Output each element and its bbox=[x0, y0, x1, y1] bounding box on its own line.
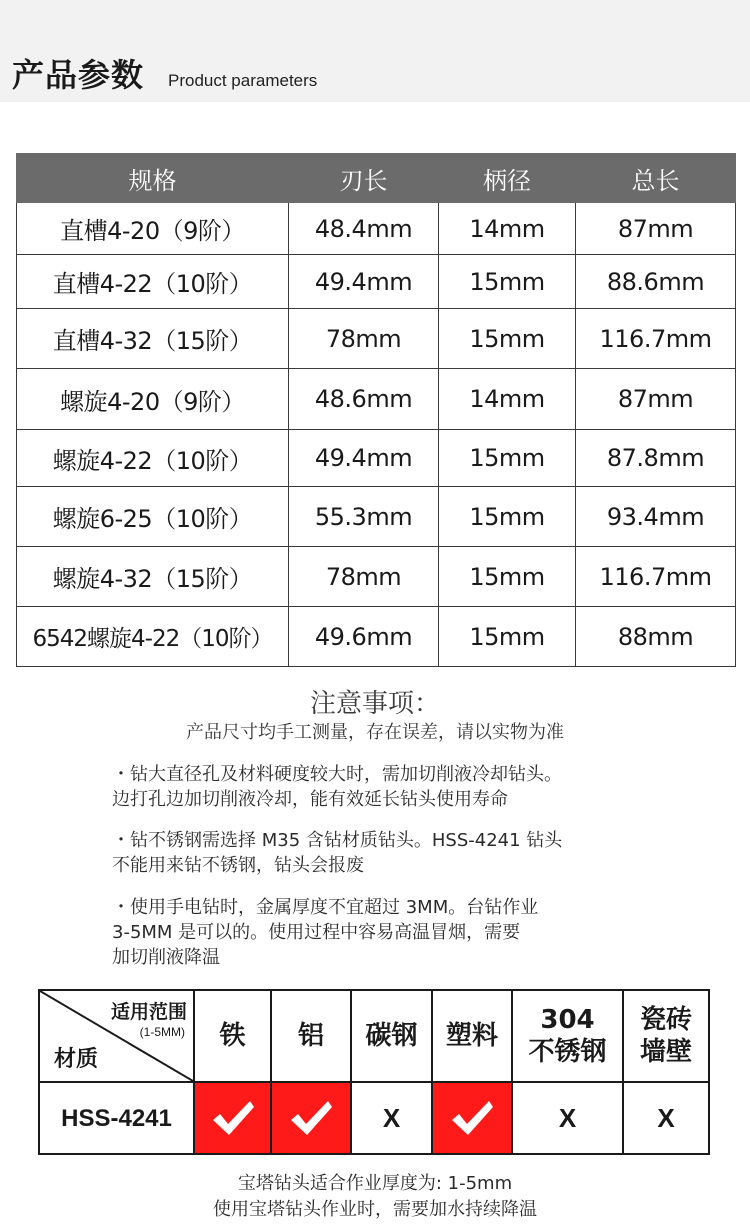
cell-shank-diameter: 15mm bbox=[439, 607, 576, 667]
cell-spec: 直槽4-22（10阶） bbox=[17, 255, 289, 309]
suitability-cell bbox=[512, 1082, 623, 1154]
suitability-cell bbox=[432, 1082, 512, 1154]
cell-total-length: 87mm bbox=[576, 203, 736, 255]
table-row bbox=[17, 607, 736, 667]
cell-shank-diameter: 15mm bbox=[439, 430, 576, 487]
cell-shank-diameter: 14mm bbox=[439, 369, 576, 430]
x-mark-icon: X bbox=[657, 1102, 675, 1133]
cell-spec: 螺旋4-22（10阶） bbox=[17, 430, 289, 487]
table-row bbox=[17, 547, 736, 607]
table-row bbox=[17, 309, 736, 369]
note-line: ・使用手电钻时，金属厚度不宜超过 3MM。台钻作业 bbox=[112, 897, 539, 918]
material-header-plastic bbox=[432, 990, 512, 1082]
material-header-stainless bbox=[512, 990, 623, 1082]
cell-blade-length: 49.6mm bbox=[289, 607, 439, 667]
material-name: 塑料 bbox=[445, 1021, 498, 1051]
cell-shank-diameter: 14mm bbox=[439, 203, 576, 255]
cell-spec: 螺旋6-25（10阶） bbox=[17, 487, 289, 547]
note-line: 3-5MM 是可以的。使用过程中容易高温冒烟，需要 bbox=[112, 922, 521, 943]
suitability-cell bbox=[351, 1082, 432, 1154]
cell-shank-diameter: 15mm bbox=[439, 547, 576, 607]
checkmark-icon bbox=[288, 1098, 334, 1138]
material-name: 铝 bbox=[297, 1021, 324, 1051]
corner-cell bbox=[39, 990, 194, 1082]
cell-total-length: 116.7mm bbox=[576, 547, 736, 607]
table-row bbox=[17, 487, 736, 547]
material-name-line2: 不锈钢 bbox=[528, 1037, 607, 1067]
note-line: ・钻不锈钢需选择 M35 含钻材质钻头。HSS-4241 钻头 bbox=[112, 830, 563, 851]
suitability-cell bbox=[623, 1082, 709, 1154]
cell-blade-length: 49.4mm bbox=[289, 255, 439, 309]
material-header-iron bbox=[194, 990, 271, 1082]
material-name: 瓷砖 bbox=[639, 1005, 692, 1035]
cell-total-length: 116.7mm bbox=[576, 309, 736, 369]
table-row bbox=[17, 430, 736, 487]
cell-shank-diameter: 15mm bbox=[439, 309, 576, 369]
material-header-aluminum bbox=[271, 990, 351, 1082]
material-header-row bbox=[39, 990, 709, 1082]
suitability-cell bbox=[271, 1082, 351, 1154]
col-header-spec: 规格 bbox=[17, 154, 289, 203]
table-row bbox=[17, 369, 736, 430]
header-band bbox=[0, 0, 750, 102]
note-line: 边打孔边加切削液冷却，能有效延长钻头使用寿命 bbox=[112, 789, 508, 810]
cell-total-length: 87.8mm bbox=[576, 430, 736, 487]
material-data-row bbox=[39, 1082, 709, 1154]
cell-spec: 6542螺旋4-22（10阶） bbox=[17, 607, 289, 667]
cell-shank-diameter: 15mm bbox=[439, 255, 576, 309]
footer-line: 宝塔钻头适合作业厚度为: 1-5mm bbox=[237, 1173, 513, 1194]
material-name: 铁 bbox=[219, 1021, 246, 1051]
checkmark-icon bbox=[210, 1098, 256, 1138]
notes-title: 注意事项： bbox=[309, 689, 440, 719]
corner-label-material: 材质 bbox=[54, 1047, 99, 1072]
corner-label-scope: 适用范围 bbox=[110, 1001, 187, 1023]
cell-blade-length: 78mm bbox=[289, 309, 439, 369]
note-line: 加切削液降温 bbox=[112, 947, 220, 968]
material-name: 碳钢 bbox=[365, 1021, 418, 1051]
col-header-total-length: 总长 bbox=[576, 154, 736, 203]
cell-spec: 螺旋4-20（9阶） bbox=[17, 369, 289, 430]
checkmark-icon bbox=[449, 1098, 495, 1138]
row-label-cell bbox=[39, 1082, 194, 1154]
cell-blade-length: 49.4mm bbox=[289, 430, 439, 487]
page-subtitle: Product parameters bbox=[168, 71, 318, 90]
cell-spec: 直槽4-20（9阶） bbox=[17, 203, 289, 255]
spec-table-header-row bbox=[17, 154, 736, 203]
note-item bbox=[112, 762, 712, 812]
material-header-carbon-steel bbox=[351, 990, 432, 1082]
x-mark-icon: X bbox=[382, 1102, 401, 1133]
cell-shank-diameter: 15mm bbox=[439, 487, 576, 547]
cell-total-length: 88mm bbox=[576, 607, 736, 667]
table-row bbox=[17, 255, 736, 309]
row-label: HSS-4241 bbox=[61, 1105, 172, 1132]
col-header-shank-diameter: 柄径 bbox=[439, 154, 576, 203]
corner-label-range: (1-5MM) bbox=[139, 1025, 185, 1039]
note-item bbox=[112, 895, 712, 970]
note-line: ・钻大直径孔及材料硬度较大时，需加切削液冷却钻头。 bbox=[112, 764, 562, 785]
cell-blade-length: 78mm bbox=[289, 547, 439, 607]
cell-spec: 螺旋4-32（15阶） bbox=[17, 547, 289, 607]
spec-table bbox=[16, 153, 736, 667]
material-header-tile-wall bbox=[623, 990, 709, 1082]
note-line: 不能用来钻不锈钢，钻头会报废 bbox=[112, 855, 364, 876]
cell-total-length: 88.6mm bbox=[576, 255, 736, 309]
cell-blade-length: 55.3mm bbox=[289, 487, 439, 547]
col-header-blade-length: 刃长 bbox=[289, 154, 439, 203]
x-mark-icon: X bbox=[558, 1102, 577, 1133]
footer-line: 使用宝塔钻头作业时，需要加水持续降温 bbox=[213, 1199, 537, 1220]
suitability-cell bbox=[194, 1082, 271, 1154]
notes-subtitle: 产品尺寸均手工测量，存在误差，请以实物为准 bbox=[186, 722, 564, 743]
cell-total-length: 87mm bbox=[576, 369, 736, 430]
table-row bbox=[17, 203, 736, 255]
cell-blade-length: 48.4mm bbox=[289, 203, 439, 255]
note-item bbox=[112, 828, 712, 878]
cell-blade-length: 48.6mm bbox=[289, 369, 439, 430]
material-table bbox=[38, 989, 710, 1155]
cell-total-length: 93.4mm bbox=[576, 487, 736, 547]
page-title: 产品参数 bbox=[12, 56, 145, 94]
material-name-line2: 墙壁 bbox=[639, 1037, 692, 1067]
cell-spec: 直槽4-32（15阶） bbox=[17, 309, 289, 369]
material-name: 304 bbox=[540, 1005, 595, 1035]
